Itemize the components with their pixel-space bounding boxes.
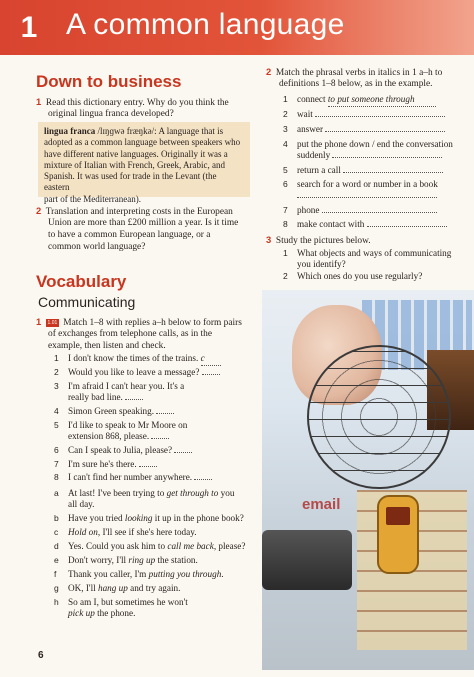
section-heading-down-to-business: Down to business (36, 72, 182, 91)
answer-blank[interactable]: c (201, 353, 221, 366)
dict-def-1: A language that is (158, 126, 224, 136)
reply-item-cont: pick up the phone. (68, 608, 136, 618)
prompt-item-cont: extension 868, please. (68, 431, 169, 443)
vocab-q1-number: 1 (36, 316, 42, 327)
dtb-q2-line4: common world language? (48, 242, 146, 252)
dtb-q1-line1: Read this dictionary entry. Why do you think the (45, 98, 229, 108)
chapter-number: 1 (20, 11, 38, 44)
answer-blank[interactable] (174, 452, 192, 453)
definition-item: 8 make contact with (283, 219, 447, 231)
dtb-q2-number: 2 (36, 205, 42, 216)
phone-screen (386, 507, 410, 525)
prompt-item: 4 Simon Green speaking. (54, 406, 174, 418)
prompt-item: 3 I'm afraid I can't hear you. It's a (54, 381, 185, 391)
reply-item-cont: all day. (68, 499, 95, 509)
dtb-q2-line2: Union are more than £200 million a year. Is it time (48, 218, 239, 228)
reply-item: g OK, I'll hang up and try again. (54, 583, 181, 593)
prompt-item: 5 I'd like to speak to Mr Moore on (54, 420, 188, 430)
answer-blank[interactable] (343, 172, 443, 173)
page-number: 6 (38, 650, 44, 661)
vocab-q1-line3: example, then listen and check. (48, 341, 166, 351)
answer-blank[interactable] (367, 226, 447, 227)
vocab-q1-line1: Match 1–8 with replies a–h below to form pairs (63, 318, 242, 328)
definition-item: 7 phone (283, 205, 437, 217)
answer-blank[interactable] (315, 116, 445, 117)
answer-blank[interactable] (139, 466, 157, 467)
globe-icon (307, 345, 451, 489)
definition-item-cont (297, 190, 437, 202)
definition-item: 4 put the phone down / end the conversation (283, 139, 453, 149)
q3-item: 2 Which ones do you use regularly? (283, 271, 423, 281)
right-q3-line: Study the pictures below. (275, 236, 371, 246)
answer-blank[interactable] (325, 131, 445, 132)
mobile-phone-icon (377, 495, 419, 574)
right-q2-number: 2 (266, 66, 272, 77)
answer-blank[interactable] (202, 374, 220, 375)
dtb-q2-line1: Translation and interpreting costs in the European (45, 207, 233, 217)
q3-item: 1 What objects and ways of communicating (283, 248, 452, 258)
dict-def-3: have different native languages. Originally it was a (44, 148, 228, 159)
definition-item: 1 connect to put someone through (283, 94, 436, 107)
right-q2-line1: Match the phrasal verbs in italics in 1 a–h to (275, 68, 443, 78)
answer-blank[interactable]: to put someone through (328, 94, 436, 107)
dict-term: lingua franca (44, 126, 96, 136)
answer-blank[interactable] (125, 399, 143, 400)
dtb-q1-line2: original lingua franca developed? (48, 109, 174, 119)
dict-phonetic: /lɪŋɡwə fræŋkə/: (97, 126, 157, 136)
right-q3 (266, 234, 371, 247)
dict-def-6: part of the Mediterranean). (44, 193, 141, 204)
prompt-item: 2 Would you like to leave a message? (54, 367, 220, 379)
answer-blank[interactable] (156, 413, 174, 414)
section-heading-vocabulary: Vocabulary (36, 272, 127, 291)
reply-item: e Don't worry, I'll ring up the station. (54, 555, 198, 565)
definition-item: 2 wait (283, 109, 445, 121)
definition-item: 6 search for a word or number in a book (283, 179, 438, 189)
email-label: email (302, 496, 341, 513)
answer-blank[interactable] (322, 212, 437, 213)
reply-item: c Hold on, I'll see if she's here today. (54, 527, 197, 537)
printer-icon (262, 530, 352, 590)
dtb-q1-number: 1 (36, 96, 42, 107)
prompt-item: 1 I don't know the times of the trains. c (54, 353, 221, 366)
subheading-communicating: Communicating (38, 294, 136, 310)
right-q2-line2: definitions 1–8 below, as in the example. (279, 79, 433, 89)
definition-item: 5 return a call (283, 165, 443, 177)
prompt-item-cont: really bad line. (68, 392, 143, 404)
prompt-item: 8 I can't find her number anywhere. (54, 472, 212, 484)
reply-item: a At last! I've been trying to get through to you (54, 488, 235, 498)
answer-blank[interactable] (297, 197, 437, 198)
definition-item-cont: suddenly (297, 150, 442, 162)
answer-blank[interactable] (332, 157, 442, 158)
answer-blank[interactable] (151, 438, 169, 439)
communication-collage-image (262, 290, 474, 670)
right-q3-number: 3 (266, 234, 272, 245)
reply-item: h So am I, but sometimes he won't (54, 597, 188, 607)
answer-blank[interactable] (194, 479, 212, 480)
reply-item: d Yes. Could you ask him to call me back, please? (54, 541, 246, 551)
dictionary-entry (38, 122, 250, 204)
dict-def-4: mixture of Italian with French, Greek, Arabic, and (44, 159, 225, 170)
reply-item: b Have you tried looking it up in the phone book? (54, 513, 244, 523)
dict-def-2: adopted as a common language between speakers who (44, 137, 241, 148)
prompt-item: 7 I'm sure he's there. (54, 459, 157, 471)
dtb-q2-line3: to have a common European language, or a (48, 230, 211, 240)
chapter-banner (0, 0, 474, 55)
vocab-q1-line2: of exchanges from telephone calls, as in the (48, 329, 213, 339)
reply-item: f Thank you caller, I'm putting you through. (54, 569, 224, 579)
prompt-item: 6 Can I speak to Julia, please? (54, 445, 192, 457)
audio-track-icon[interactable]: 1.01 (47, 319, 58, 326)
q3-item-cont: you identify? (297, 259, 346, 269)
definition-item: 3 answer (283, 124, 445, 136)
dict-def-5: Spanish. It was used for trade in the Levant (the eastern (44, 171, 217, 193)
chapter-title: A common language (66, 8, 345, 41)
